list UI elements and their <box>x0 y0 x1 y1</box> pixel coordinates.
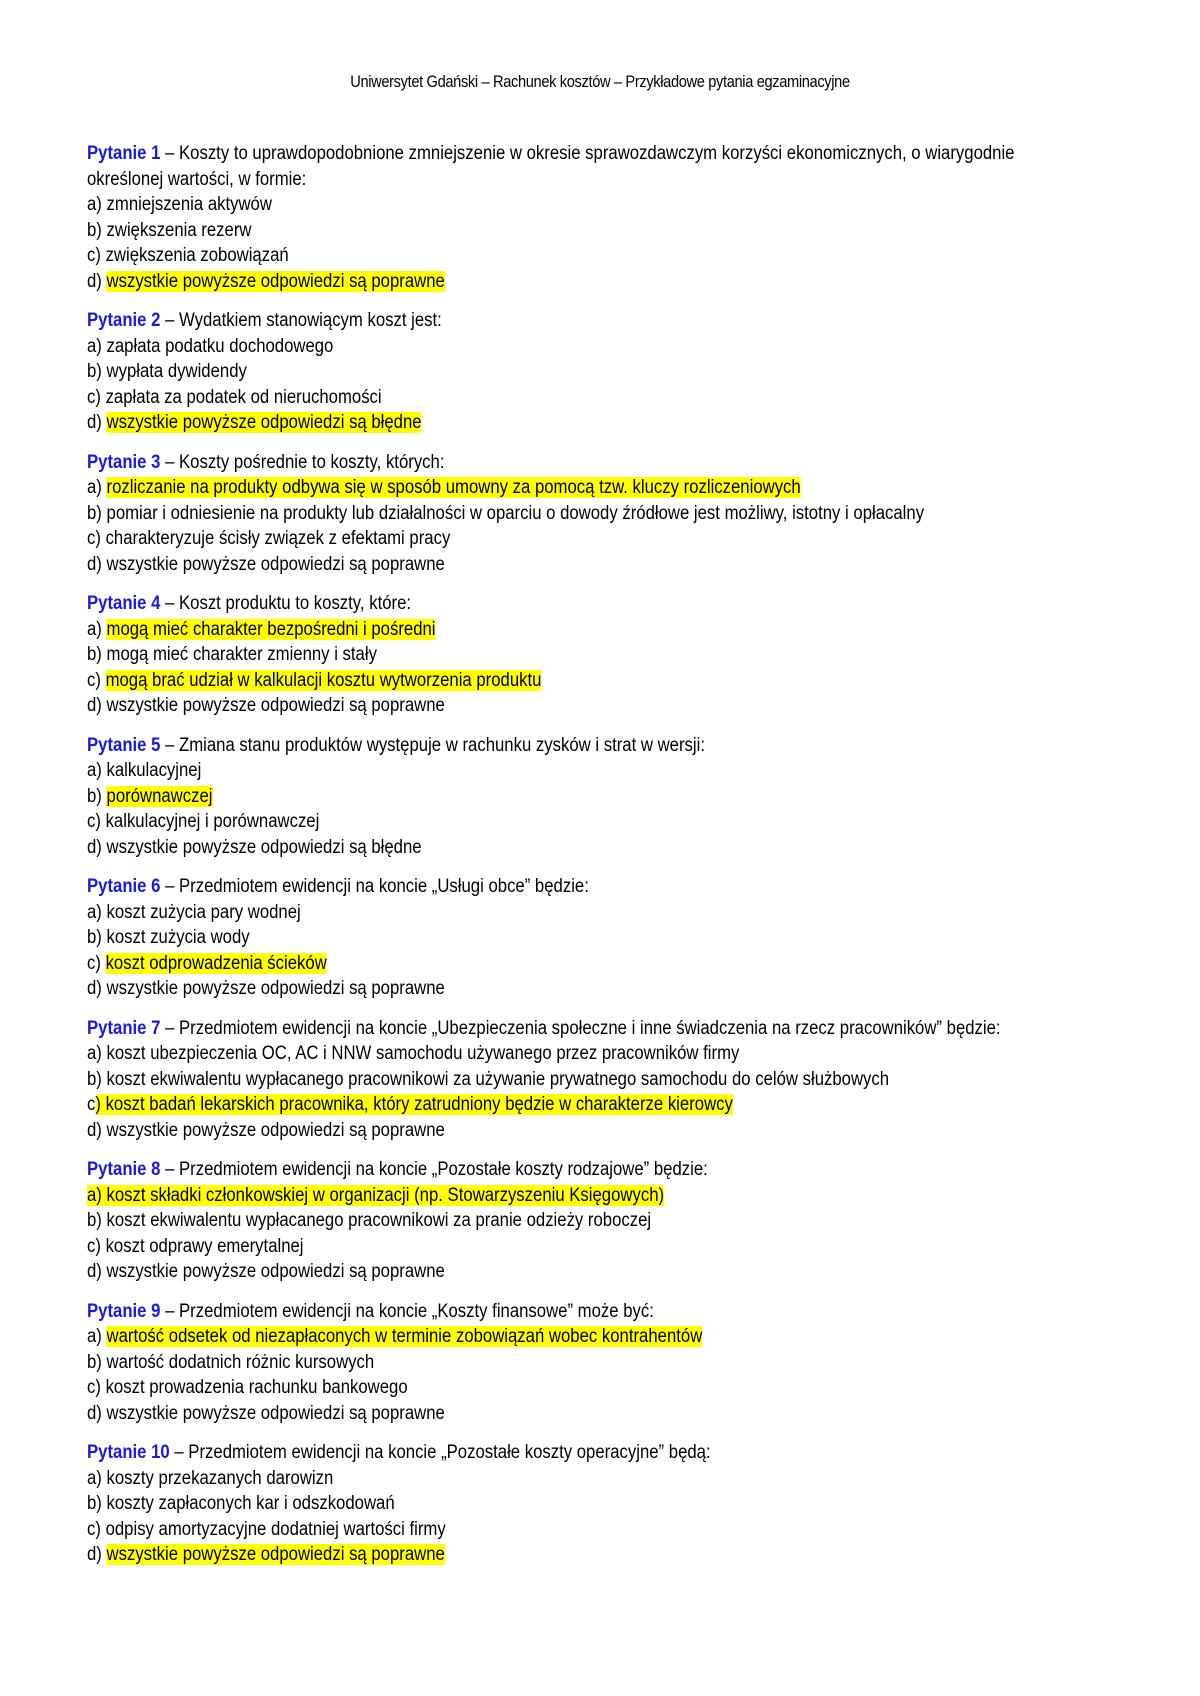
answer-text: wszystkie powyższe odpowiedzi są poprawne <box>106 553 445 575</box>
answer-prefix: d) <box>87 412 107 433</box>
answer-prefix: a) <box>87 618 107 640</box>
question-label: Pytanie 2 <box>87 310 161 331</box>
answer-prefix: d) <box>87 836 107 858</box>
question-label: Pytanie 1 <box>87 143 161 164</box>
answer-text: koszt odprawy emerytalnej <box>105 1235 304 1257</box>
question-line-continued <box>87 167 1117 193</box>
answer-prefix: a) <box>87 901 107 923</box>
answer-text-highlighted: wszystkie powyższe odpowiedzi są błędne <box>106 412 422 433</box>
answer-text: mogą mieć charakter zmienny i stały <box>106 644 377 665</box>
answer-prefix: a) <box>87 1043 107 1064</box>
answer-prefix: b) <box>87 361 107 382</box>
answer-option <box>87 192 1117 218</box>
answer-text: koszt prowadzenia rachunku bankowego <box>105 1377 408 1398</box>
answer-text: koszt ekwiwalentu wypłacanego pracownikowi za pranie odzieży roboczej <box>106 1210 652 1231</box>
answer-option <box>87 1491 1117 1517</box>
answer-option <box>87 642 1117 668</box>
answer-option <box>87 976 1117 1002</box>
question-text: – Zmiana stanu produktów występuje w rachunku zysków i strat w wersji: <box>160 734 705 756</box>
question-line <box>87 874 1117 900</box>
question-line <box>87 733 1117 759</box>
question-line <box>87 308 1117 334</box>
answer-text: zwiększenia zobowiązań <box>105 245 289 266</box>
answer-text: koszty zapłaconych kar i odszkodowań <box>106 1493 395 1514</box>
question-text: – Koszt produktu to koszty, które: <box>160 593 412 614</box>
answer-prefix: d) <box>87 695 107 716</box>
answer-text-highlighted: wartość odsetek od niezapłaconych w terminie zobowiązań wobec kontrahentów <box>106 1326 703 1347</box>
question-label: Pytanie 8 <box>87 1159 161 1180</box>
answer-prefix: c) <box>87 811 106 832</box>
answer-option <box>87 1259 1117 1285</box>
answer-prefix: d) <box>87 553 107 575</box>
answer-prefix: c <box>87 1094 96 1115</box>
answer-option <box>87 1517 1117 1543</box>
answer-option <box>87 501 1117 527</box>
answer-prefix: a) <box>87 194 107 215</box>
question-line <box>87 141 1117 167</box>
answer-option <box>87 334 1117 360</box>
answer-text-highlighted: wszystkie powyższe odpowiedzi są poprawne <box>106 1544 445 1565</box>
question-text: – Wydatkiem stanowiącym koszt jest: <box>160 310 442 331</box>
answer-option <box>87 526 1117 552</box>
answer-option <box>87 951 1117 977</box>
answer-text: kalkulacyjnej <box>106 760 202 781</box>
question-text-continued: określonej wartości, w formie: <box>87 168 307 190</box>
question-line <box>87 450 1117 476</box>
answer-prefix: b) <box>87 1493 107 1514</box>
question-text: – Koszty pośrednie to koszty, których: <box>160 451 445 473</box>
answer-text: koszty przekazanych darowizn <box>106 1467 334 1489</box>
answer-text: wszystkie powyższe odpowiedzi są poprawne <box>106 1261 445 1282</box>
question-label: Pytanie 6 <box>87 876 161 897</box>
answer-text: kalkulacyjnej i porównawczej <box>105 811 320 832</box>
answer-option <box>87 552 1117 578</box>
question-line <box>87 1016 1117 1042</box>
answer-text: zapłata za podatek od nieruchomości <box>105 386 382 408</box>
answer-prefix: d) <box>87 270 107 292</box>
answer-option <box>87 784 1117 810</box>
answer-text: wszystkie powyższe odpowiedzi są poprawne <box>106 1119 445 1141</box>
answer-prefix: b) <box>87 219 107 241</box>
answer-option <box>87 617 1117 643</box>
answer-text-highlighted: mogą mieć charakter bezpośredni i pośredni <box>106 618 436 640</box>
question-block <box>87 1157 1117 1285</box>
answer-option <box>87 835 1117 861</box>
answer-text-highlighted: wszystkie powyższe odpowiedzi są poprawne <box>106 270 445 292</box>
answer-option <box>87 1375 1117 1401</box>
answer-option <box>87 1041 1117 1067</box>
answer-prefix: b) <box>87 785 107 807</box>
answer-prefix: c) <box>87 1377 106 1398</box>
answer-option <box>87 1350 1117 1376</box>
answer-prefix: a) <box>87 760 107 781</box>
question-line <box>87 1299 1117 1325</box>
question-label: Pytanie 9 <box>87 1300 161 1322</box>
answer-option <box>87 809 1117 835</box>
answer-text: wartość dodatnich różnic kursowych <box>106 1351 375 1373</box>
answer-prefix: b) <box>87 1210 107 1231</box>
answer-option <box>87 410 1117 436</box>
answer-text-highlighted: porównawczej <box>106 785 213 807</box>
question-label: Pytanie 4 <box>87 593 161 614</box>
answer-prefix: c) <box>87 245 106 266</box>
question-block <box>87 591 1117 719</box>
answer-text: wszystkie powyższe odpowiedzi są poprawne <box>106 1402 445 1424</box>
question-text: – Przedmiotem ewidencji na koncie „Usługi obce” będzie: <box>160 876 589 897</box>
answer-prefix: c) <box>87 669 106 691</box>
answer-prefix: b) <box>87 1351 107 1373</box>
question-line <box>87 591 1117 617</box>
answer-prefix: c) <box>87 1235 106 1257</box>
answer-option <box>87 385 1117 411</box>
answer-text: zapłata podatku dochodowego <box>106 335 334 357</box>
answer-text: koszt zużycia pary wodnej <box>106 901 301 923</box>
question-label: Pytanie 7 <box>87 1017 161 1039</box>
question-block <box>87 450 1117 578</box>
answer-prefix: d) <box>87 1119 107 1141</box>
answer-text-highlighted: mogą brać udział w kalkulacji kosztu wytworzenia produktu <box>105 669 542 691</box>
answer-option <box>87 693 1117 719</box>
answer-text: wszystkie powyższe odpowiedzi są poprawne <box>106 978 445 999</box>
question-list <box>87 141 1117 1582</box>
answer-option <box>87 1067 1117 1093</box>
answer-option <box>87 1542 1117 1568</box>
answer-text: odpisy amortyzacyjne dodatniej wartości firmy <box>105 1518 446 1540</box>
answer-option <box>87 925 1117 951</box>
answer-option <box>87 1401 1117 1427</box>
question-block <box>87 308 1117 436</box>
answer-option <box>87 1234 1117 1260</box>
answer-prefix: a) <box>87 1467 107 1489</box>
question-text: – Przedmiotem ewidencji na koncie „Ubezpieczenia społeczne i inne świadczenia na rzecz pracowników” będzie: <box>160 1017 1001 1039</box>
answer-text-highlighted: a) koszt składki członkowskiej w organizacji (np. Stowarzyszeniu Księgowych) <box>87 1184 665 1206</box>
answer-prefix: b) <box>87 502 107 524</box>
answer-prefix: c) <box>87 528 106 549</box>
answer-option <box>87 475 1117 501</box>
question-label: Pytanie 10 <box>87 1442 170 1463</box>
answer-text-highlighted: ) koszt badań lekarskich pracownika, który zatrudniony będzie w charakterze kierowcy <box>95 1094 733 1115</box>
answer-prefix: c) <box>87 1518 106 1540</box>
question-block <box>87 874 1117 1002</box>
answer-option <box>87 900 1117 926</box>
question-text: – Przedmiotem ewidencji na koncie „Pozostałe koszty operacyjne” będą: <box>169 1442 711 1463</box>
answer-option <box>87 1466 1117 1492</box>
answer-prefix: d) <box>87 1544 107 1565</box>
answer-prefix: d) <box>87 1402 107 1424</box>
question-block <box>87 1440 1117 1568</box>
question-block <box>87 141 1117 294</box>
question-text: – Przedmiotem ewidencji na koncie „Pozostałe koszty rodzajowe” będzie: <box>160 1159 708 1180</box>
answer-text: wszystkie powyższe odpowiedzi są błędne <box>106 836 422 858</box>
question-text: – Przedmiotem ewidencji na koncie „Koszty finansowe” może być: <box>160 1300 654 1322</box>
answer-option <box>87 668 1117 694</box>
answer-option <box>87 218 1117 244</box>
answer-text-highlighted: koszt odprowadzenia ścieków <box>105 952 327 974</box>
answer-prefix: b) <box>87 644 107 665</box>
answer-text-highlighted: rozliczanie na produkty odbywa się w sposób umowny za pomocą tzw. kluczy rozliczeniowych <box>106 477 801 498</box>
answer-option <box>87 1208 1117 1234</box>
question-block <box>87 733 1117 861</box>
answer-prefix: b) <box>87 1068 107 1090</box>
answer-prefix: a) <box>87 477 107 498</box>
answer-option <box>87 1092 1117 1118</box>
answer-prefix: d) <box>87 1261 107 1282</box>
answer-text: zwiększenia rezerw <box>106 219 252 241</box>
question-label: Pytanie 3 <box>87 451 161 473</box>
question-text: – Koszty to uprawdopodobnione zmniejszenie w okresie sprawozdawczym korzyści ekonomicznych, o wiarygodnie <box>160 143 1015 164</box>
answer-text: pomiar i odniesienie na produkty lub działalności w oparciu o dowody źródłowe jest możliwy, istotny i opłacalny <box>106 502 925 524</box>
page-header: Uniwersytet Gdański – Rachunek kosztów – Przykładowe pytania egzaminacyjne <box>350 72 850 91</box>
answer-option <box>87 1118 1117 1144</box>
answer-text: zmniejszenia aktywów <box>106 194 272 215</box>
answer-prefix: c) <box>87 386 106 408</box>
answer-text: wszystkie powyższe odpowiedzi są poprawne <box>106 695 445 716</box>
answer-option <box>87 269 1117 295</box>
answer-option <box>87 243 1117 269</box>
answer-prefix: b) <box>87 927 107 948</box>
answer-option <box>87 1183 1117 1209</box>
answer-prefix: a) <box>87 1326 107 1347</box>
answer-text: koszt ekwiwalentu wypłacanego pracownikowi za używanie prywatnego samochodu do celów służbowych <box>106 1068 890 1090</box>
question-line <box>87 1157 1117 1183</box>
question-line <box>87 1440 1117 1466</box>
question-block <box>87 1016 1117 1144</box>
answer-prefix: c) <box>87 952 106 974</box>
answer-prefix: d) <box>87 978 107 999</box>
answer-option <box>87 758 1117 784</box>
answer-text: koszt zużycia wody <box>106 927 250 948</box>
answer-option <box>87 359 1117 385</box>
answer-text: wypłata dywidendy <box>106 361 247 382</box>
answer-text: charakteryzuje ścisły związek z efektami pracy <box>105 528 451 549</box>
question-block <box>87 1299 1117 1427</box>
answer-text: koszt ubezpieczenia OC, AC i NNW samochodu używanego przez pracowników firmy <box>106 1043 740 1064</box>
answer-prefix: a) <box>87 335 107 357</box>
question-label: Pytanie 5 <box>87 734 161 756</box>
answer-option <box>87 1324 1117 1350</box>
